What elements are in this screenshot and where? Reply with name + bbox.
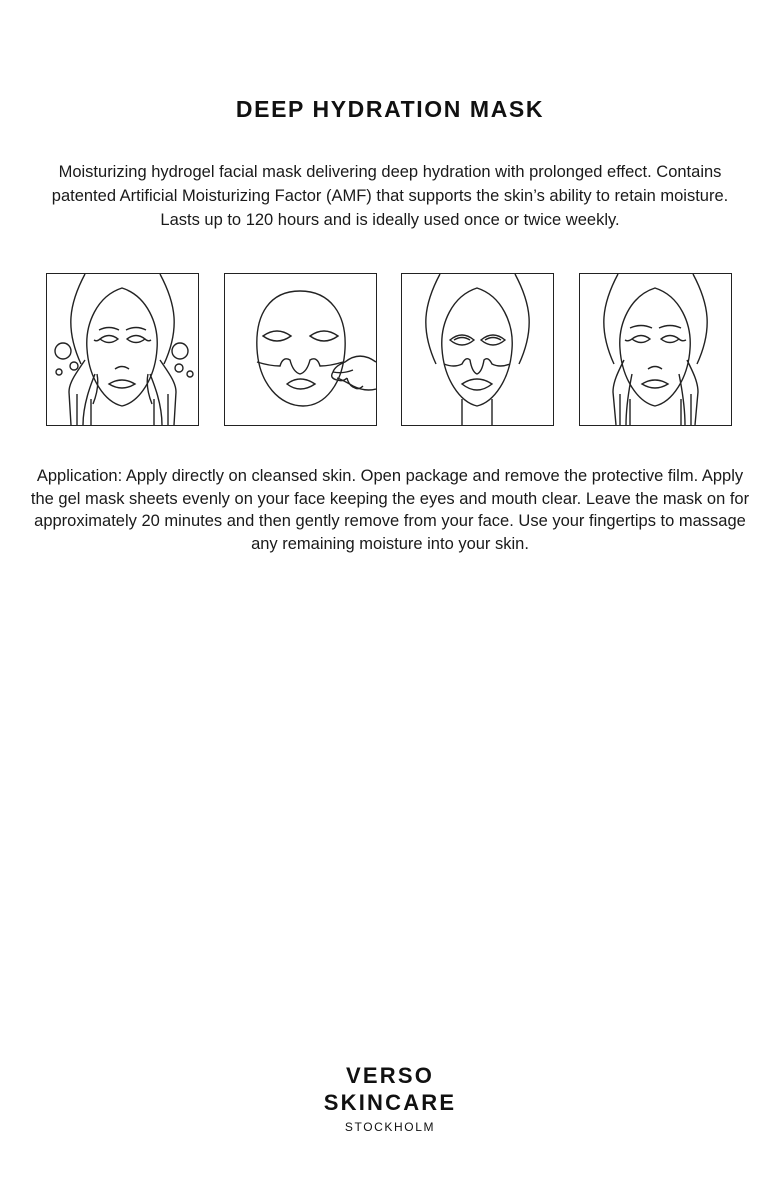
brand-name-line-1: VERSO [345, 1063, 435, 1088]
application-steps [0, 273, 780, 427]
step-1-illustration [46, 273, 199, 426]
mask-on-face-icon [402, 274, 553, 425]
product-description: Moisturizing hydrogel facial mask delivering deep hydration with prolonged effect. Contains patented Artificial Moisturizing Factor (AMF) that supports the skin’s ability to retain moisture. Lasts up to 120 hours and is ideally used once or twice weekly. [51, 163, 729, 229]
application-instructions: Application: Apply directly on cleansed skin. Open package and remove the protective film. Apply the gel mask sheets evenly on your face keeping the eyes and mouth clear. Leave the mask on for approximately 20 minutes and then gently remove from your face. Use your fingertips to massage any remaining moisture into your skin. [30, 467, 750, 553]
brand-logo [0, 1062, 780, 1134]
apply-mask-icon [225, 274, 376, 425]
page-title: DEEP HYDRATION MASK [235, 96, 545, 122]
massage-face-icon [580, 274, 731, 425]
step-3-illustration [401, 273, 554, 426]
step-4-illustration [579, 273, 732, 426]
brand-name-line-2: SKINCARE [323, 1090, 457, 1115]
brand-location: STOCKHOLM [344, 1120, 436, 1134]
cleanse-face-icon [47, 274, 198, 425]
step-2-illustration [224, 273, 377, 426]
